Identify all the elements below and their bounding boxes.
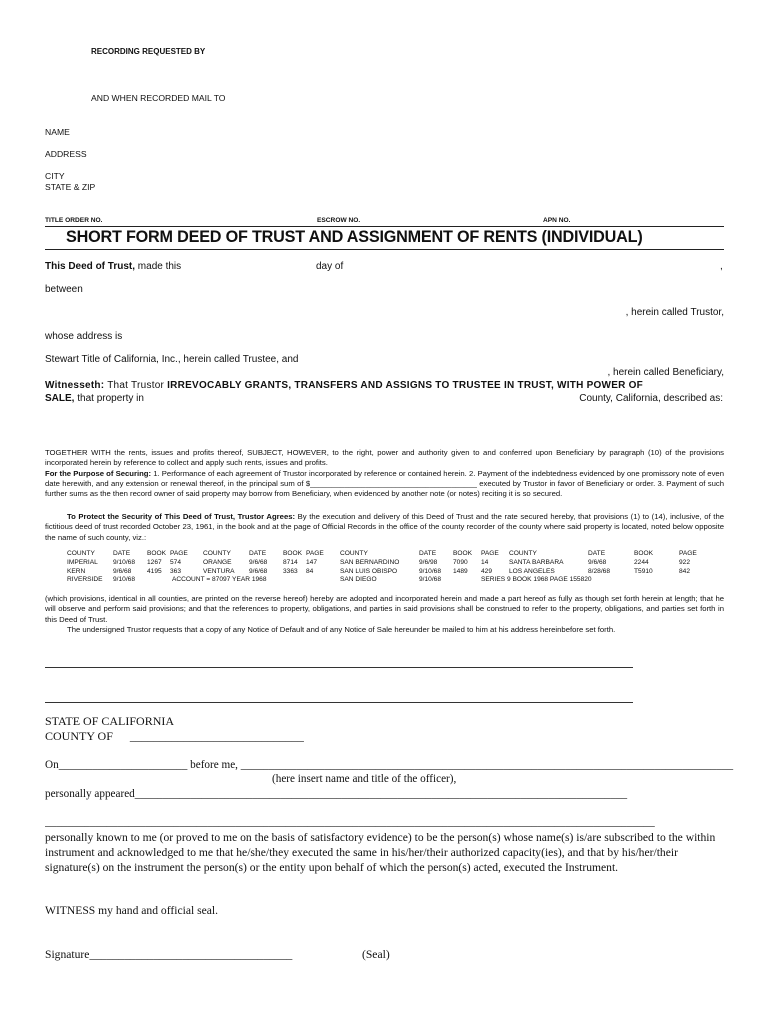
trustor-signature-line-1[interactable] <box>45 667 633 668</box>
notary-state: STATE OF CALIFORNIA <box>45 714 175 728</box>
table-cell: 9/10/68 <box>419 568 441 575</box>
header-book-2: BOOK <box>283 550 303 557</box>
notary-signature-line <box>45 948 292 961</box>
table-cell: 3363 <box>283 568 298 575</box>
table-cell: T5910 <box>634 568 653 575</box>
trustor-signature-line-2[interactable] <box>45 702 633 703</box>
between-label: between <box>45 284 83 295</box>
day-of-label: day of <box>316 261 344 272</box>
header-date-1: DATE <box>113 550 131 557</box>
city-label: CITY <box>45 171 65 181</box>
notary-on-line <box>45 759 733 771</box>
table-cell: 8/28/68 <box>588 568 610 575</box>
header-date-4: DATE <box>588 550 606 557</box>
protect-paragraph <box>45 512 724 543</box>
document-title: SHORT FORM DEED OF TRUST AND ASSIGNMENT OF RENTS (INDIVIDUAL) <box>66 228 643 246</box>
header-page-4: PAGE <box>679 550 697 557</box>
header-county-4: COUNTY <box>509 550 537 557</box>
table-cell: 363 <box>170 568 182 575</box>
table-cell: 14 <box>481 559 489 566</box>
table-cell: 429 <box>481 568 493 575</box>
header-book-3: BOOK <box>453 550 473 557</box>
trustor-suffix: , herein called Trustor, <box>625 307 724 318</box>
name-label: NAME <box>45 127 70 137</box>
mail-to-label: AND WHEN RECORDED MAIL TO <box>91 93 226 103</box>
header-page-1: PAGE <box>170 550 188 557</box>
table-cell: 9/6/98 <box>419 559 438 566</box>
table-cell: 9/6/68 <box>249 568 268 575</box>
officer-blank[interactable]: ________________________________________________________________________________________ <box>240 759 734 771</box>
header-book-4: BOOK <box>634 550 654 557</box>
together-text: TOGETHER WITH the rents, issues and profits thereof, SUBJECT, HOWEVER, to the right, power and authority given to and conferred upon Beneficiary by paragraph (10) of the provisions incorporated herein by reference to collect and apply such rents, issues and profits. <box>45 448 724 468</box>
apn-label: APN NO. <box>543 217 571 224</box>
table-cell: IMPERIAL <box>67 559 98 566</box>
records-table <box>0 550 770 590</box>
trustee-line: Stewart Title of California, Inc., herein called Trustee, and <box>45 354 299 365</box>
signature-label: Signature <box>45 948 90 961</box>
witnesseth-label: Witnesseth: <box>45 380 105 391</box>
account-note: ACCOUNT = 87097 YEAR 1968 <box>172 576 267 583</box>
header-county-3: COUNTY <box>340 550 368 557</box>
grants-label: IRREVOCABLY GRANTS, TRANSFERS AND ASSIGNS TO TRUSTEE IN TRUST, WITH POWER OF <box>167 380 644 391</box>
table-cell: SAN BERNARDINO <box>340 559 400 566</box>
table-cell: 9/10/68 <box>113 559 135 566</box>
personally-appeared-blank[interactable]: ________________________________________________________________________________________ <box>134 788 628 800</box>
request-paragraph: The undersigned Trustor requests that a copy of any Notice of Default and of any Notice of Sale hereunder be mailed to him at his address hereinbefore set forth. <box>67 625 616 634</box>
notary-county-line <box>45 729 304 744</box>
header-page-2: PAGE <box>306 550 324 557</box>
recording-requested-label: RECORDING REQUESTED BY <box>91 47 206 56</box>
header-date-2: DATE <box>249 550 267 557</box>
table-cell: 84 <box>306 568 314 575</box>
protect-label: To Protect the Security of This Deed of Trust, Trustor Agrees: <box>67 512 296 521</box>
escrow-label: ESCROW NO. <box>317 217 361 224</box>
table-cell: 574 <box>170 559 182 566</box>
securing-label: For the Purpose of Securing: <box>45 468 152 478</box>
together-paragraph <box>45 448 724 499</box>
county-desc: County, California, described as: <box>579 393 723 404</box>
on-label: On <box>45 759 59 771</box>
state-zip-label: STATE & ZIP <box>45 182 96 192</box>
table-cell: 9/6/68 <box>249 559 268 566</box>
that-property-label: that property in <box>77 393 144 404</box>
table-cell: 2244 <box>634 559 649 566</box>
table-cell: 1267 <box>147 559 162 566</box>
date-comma: , <box>720 261 723 272</box>
header-date-3: DATE <box>419 550 437 557</box>
signature-blank[interactable]: ___________________________________ <box>89 948 293 961</box>
county-blank[interactable]: _____________________________ <box>129 729 304 743</box>
that-trustor-label: That Trustor <box>107 380 165 391</box>
table-cell: 9/10/68 <box>113 576 135 583</box>
table-cell: LOS ANGELES <box>509 568 555 575</box>
table-cell: 7090 <box>453 559 468 566</box>
table-cell: 9/6/68 <box>113 568 132 575</box>
personally-appeared-line <box>45 788 627 800</box>
table-cell: 842 <box>679 568 691 575</box>
before-me-label: before me, <box>190 759 238 771</box>
table-cell: 9/10/68 <box>419 576 441 583</box>
whose-address-label: whose address is <box>45 331 123 342</box>
this-deed-label: This Deed of Trust, <box>45 261 136 272</box>
deed-intro <box>45 261 181 272</box>
table-cell: RIVERSIDE <box>67 576 103 583</box>
which-paragraph: (which provisions, identical in all counties, are printed on the reverse hereof) hereby are adopted and incorporated herein and made a part hereof as fully as though set forth herein at length; that he will observe and perform said provisions; and that the references to property, obligations, and parties in said provisions shall be construed to refer to the property, obligations, and parties set forth in this Deed of Trust. <box>45 594 724 624</box>
table-cell: SAN DIEGO <box>340 576 377 583</box>
county-of-label: COUNTY OF <box>45 729 113 743</box>
table-cell: 922 <box>679 559 691 566</box>
protect-text: By the execution and delivery of this Deed of Trust and the rate secured hereby, that provisions (1) to (14), inclusive, of the fictitious deed of trust recorded October 23, 1961, in the book and at the page of Official Records in the office of the county recorder of the county where said property is located, noted below opposite the name of such county, viz.: <box>45 512 724 542</box>
table-cell: 1489 <box>453 568 468 575</box>
header-page-3: PAGE <box>481 550 499 557</box>
address-label: ADDRESS <box>45 149 87 159</box>
table-cell: SAN LUIS OBISPO <box>340 568 398 575</box>
header-book-1: BOOK <box>147 550 167 557</box>
officer-note: (here insert name and title of the officer), <box>272 773 457 785</box>
title-order-label: TITLE ORDER NO. <box>45 217 103 224</box>
header-county-1: COUNTY <box>67 550 95 557</box>
on-date-blank[interactable]: _______________________ <box>58 759 188 771</box>
title-rule <box>45 249 724 250</box>
header-county-2: COUNTY <box>203 550 231 557</box>
table-cell: 9/6/68 <box>588 559 607 566</box>
series-note: SERIES 9 BOOK 1968 PAGE 155820 <box>481 576 592 583</box>
table-cell: VENTURA <box>203 568 235 575</box>
sale-label: SALE, <box>45 393 75 404</box>
seal-label: (Seal) <box>362 948 390 961</box>
table-cell: 4195 <box>147 568 162 575</box>
table-cell: KERN <box>67 568 86 575</box>
personally-appeared-label: personally appeared <box>45 788 135 800</box>
table-cell: 8714 <box>283 559 298 566</box>
personally-known-paragraph: personally known to me (or proved to me on the basis of satisfactory evidence) to be the person(s) whose name(s) is/are subscribed to the within instrument and acknowledged to me that he/she/they executed the same in his/her/their authorized capacity(ies), and that by his/her/their signature(s) on the instrument the person(s) or the entity upon behalf of which the person(s) acted, executed the Instrument. <box>45 831 716 875</box>
table-cell: 147 <box>306 559 318 566</box>
made-this-label: made this <box>137 261 182 272</box>
table-cell: ORANGE <box>203 559 232 566</box>
witness-line: WITNESS my hand and official seal. <box>45 904 219 917</box>
appeared-blank-line[interactable]: _____________________________________________________________________________________________________________ <box>45 816 655 828</box>
reference-rule <box>45 226 724 227</box>
beneficiary-suffix: , herein called Beneficiary, <box>607 367 724 378</box>
table-cell: SANTA BARBARA <box>509 559 564 566</box>
witnesseth-line <box>45 380 724 391</box>
securing-text: 1. Performance of each agreement of Trustor incorporated by reference or contained herein. 2. Payment of the indebtedness evidenced by one promissory note of even date herewith, and any extension or renewal thereof, in the principal sum of $_______________________________________ executed by Trustor in favor of Beneficiary or order. 3. Payment of such further sums as the then record owner of said property may borrow from Beneficiary, when evidenced by another note (or notes) reciting it is so secured. <box>45 468 724 499</box>
sale-line <box>45 393 144 404</box>
